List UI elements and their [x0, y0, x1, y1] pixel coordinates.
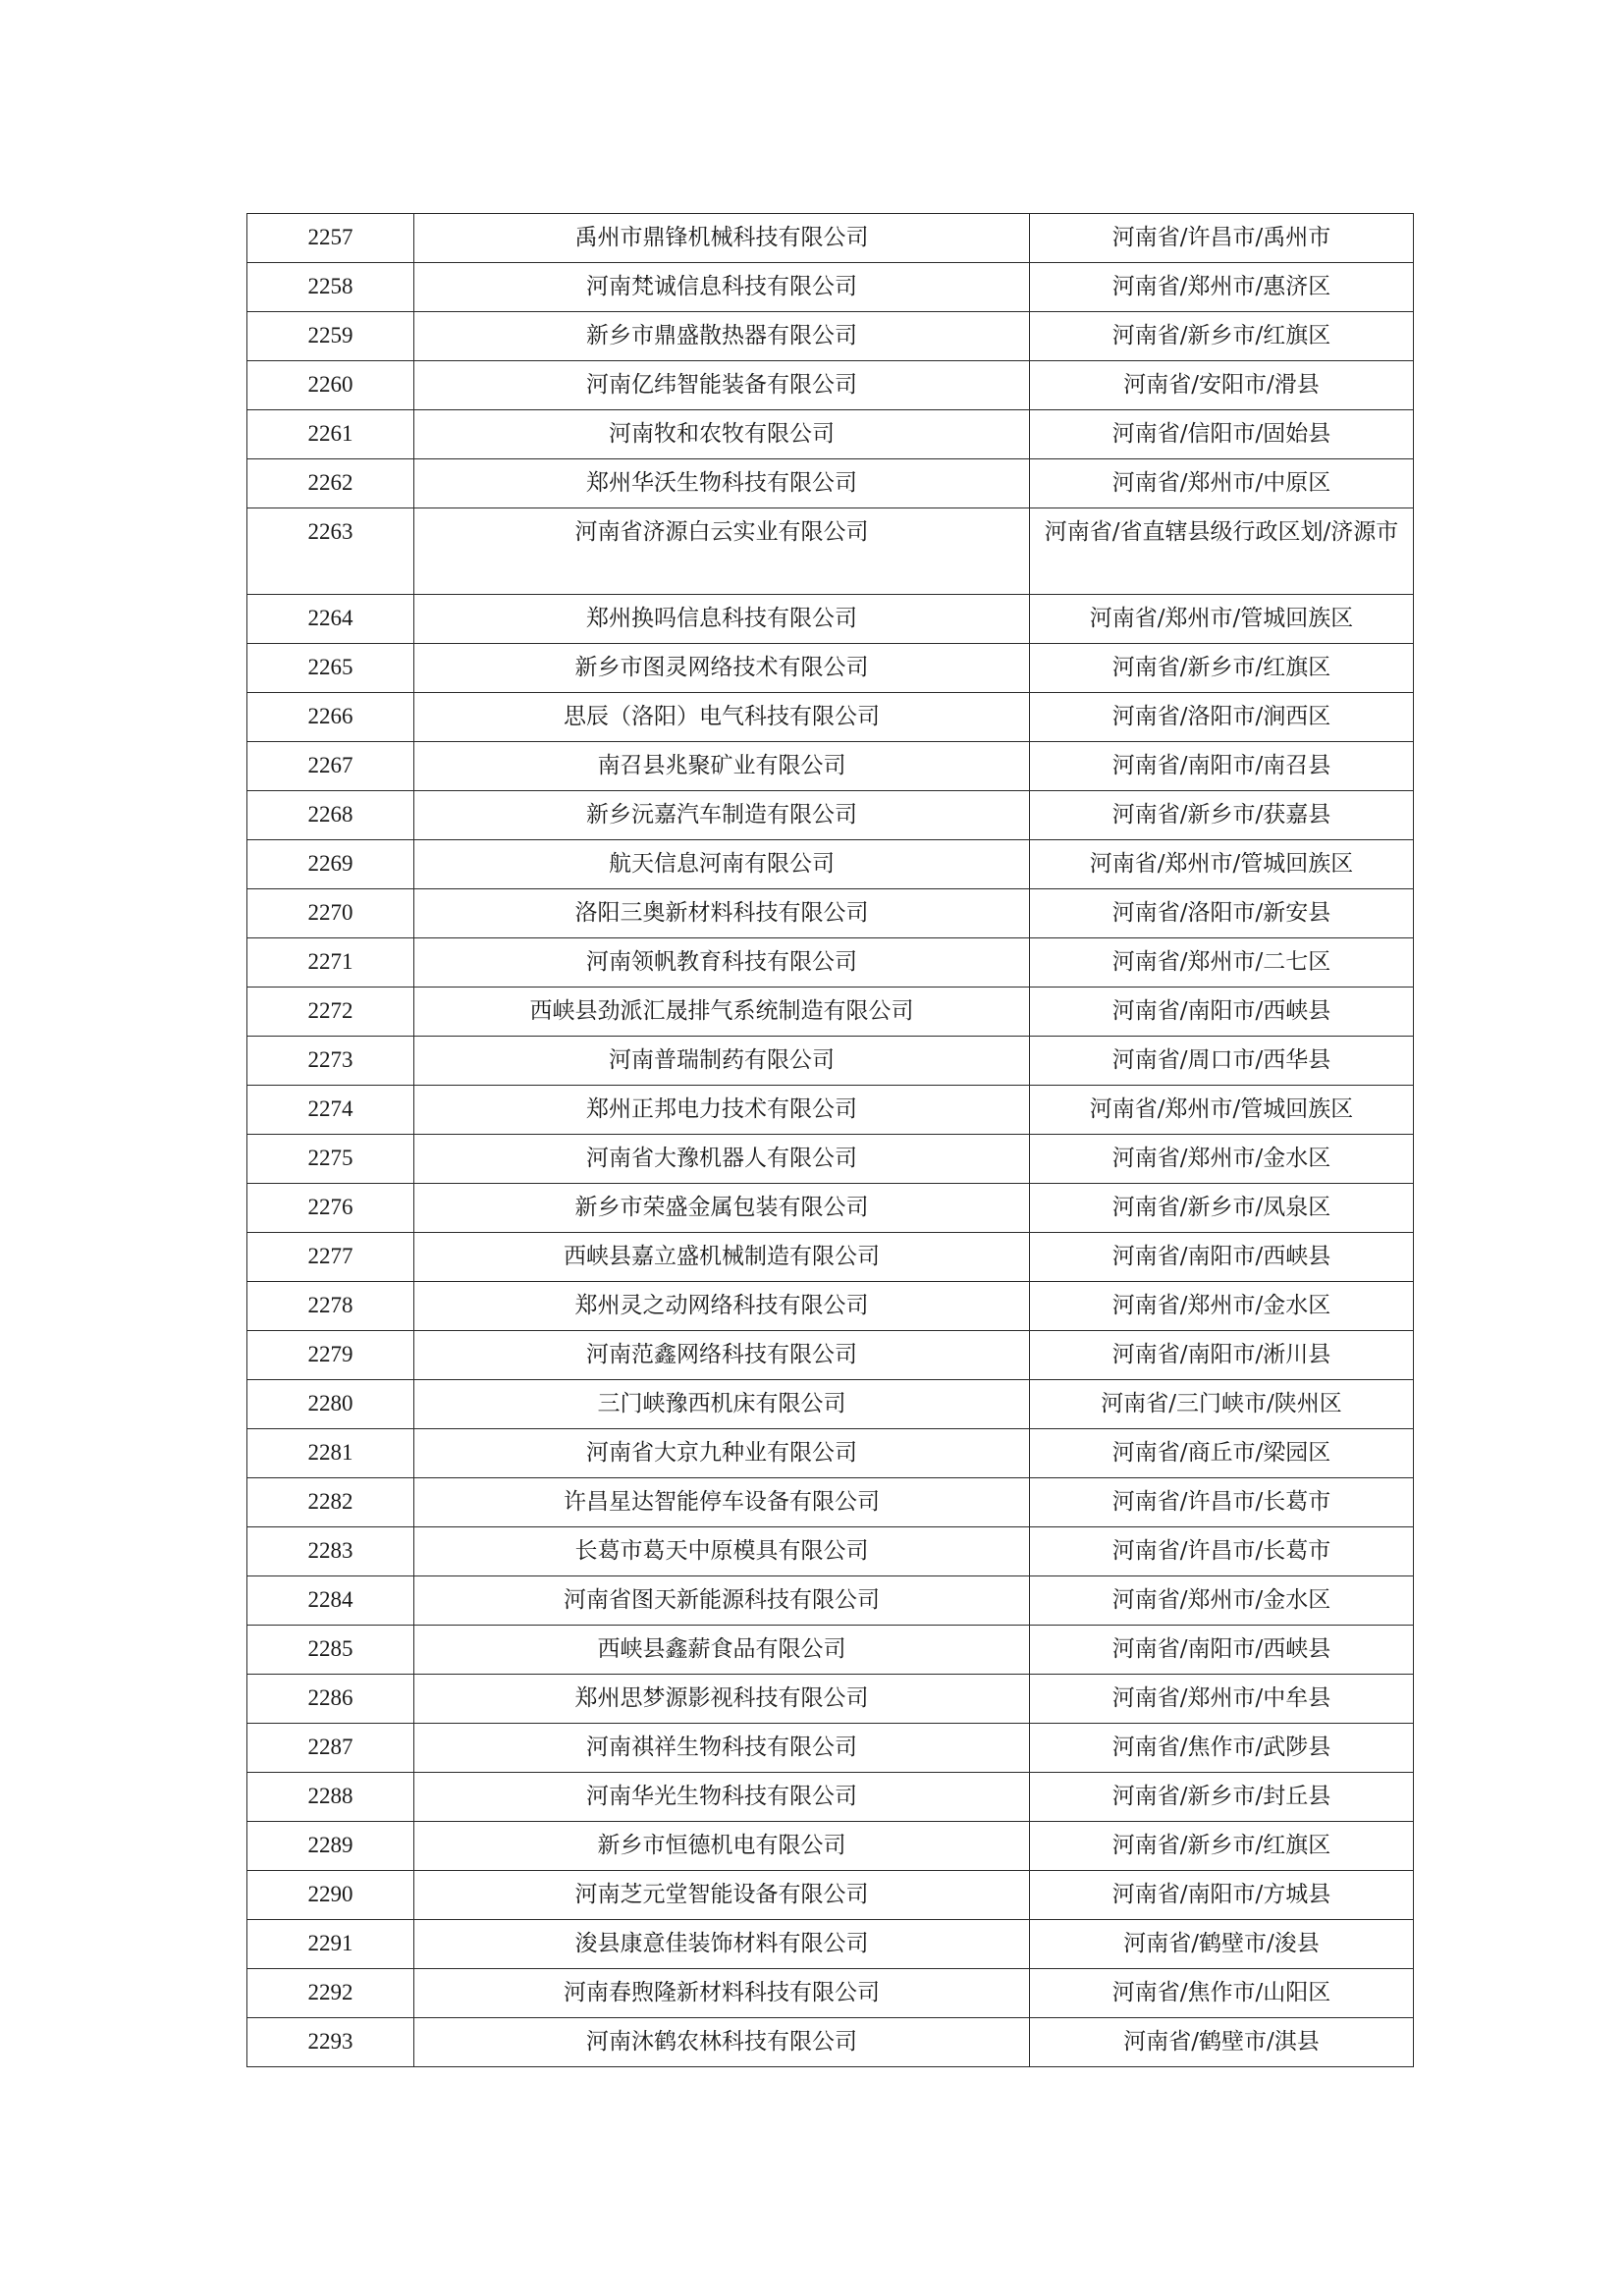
- table-row: [247, 1429, 1414, 1478]
- company-name: 河南领帆教育科技有限公司: [414, 938, 1030, 988]
- table-row: [247, 988, 1414, 1037]
- company-region: 河南省/南阳市/南召县: [1030, 742, 1414, 791]
- row-number: 2258: [247, 263, 414, 312]
- table-row: [247, 938, 1414, 988]
- company-name: 河南牧和农牧有限公司: [414, 410, 1030, 459]
- company-name: 新乡市鼎盛散热器有限公司: [414, 312, 1030, 361]
- company-region: 河南省/郑州市/惠济区: [1030, 263, 1414, 312]
- company-region: 河南省/新乡市/红旗区: [1030, 312, 1414, 361]
- company-name: 河南省图天新能源科技有限公司: [414, 1576, 1030, 1626]
- table-row: [247, 312, 1414, 361]
- table-row: [247, 1478, 1414, 1527]
- table-row: [247, 1773, 1414, 1822]
- company-region: 河南省/许昌市/长葛市: [1030, 1527, 1414, 1576]
- company-region: 河南省/南阳市/方城县: [1030, 1871, 1414, 1920]
- table-row: [247, 1233, 1414, 1282]
- company-name: 航天信息河南有限公司: [414, 840, 1030, 889]
- row-number: 2289: [247, 1822, 414, 1871]
- company-region: 河南省/洛阳市/新安县: [1030, 889, 1414, 938]
- company-name: 河南省大豫机器人有限公司: [414, 1135, 1030, 1184]
- company-region: 河南省/新乡市/凤泉区: [1030, 1184, 1414, 1233]
- table-row: [247, 1822, 1414, 1871]
- row-number: 2276: [247, 1184, 414, 1233]
- company-list-table: [246, 213, 1414, 2067]
- table-row: [247, 840, 1414, 889]
- row-number: 2279: [247, 1331, 414, 1380]
- row-number: 2291: [247, 1920, 414, 1969]
- company-region: 河南省/焦作市/山阳区: [1030, 1969, 1414, 2018]
- company-name: 三门峡豫西机床有限公司: [414, 1380, 1030, 1429]
- company-name: 郑州灵之动网络科技有限公司: [414, 1282, 1030, 1331]
- table-row: [247, 1086, 1414, 1135]
- company-name: 南召县兆聚矿业有限公司: [414, 742, 1030, 791]
- company-region: 河南省/郑州市/金水区: [1030, 1282, 1414, 1331]
- company-region: 河南省/许昌市/长葛市: [1030, 1478, 1414, 1527]
- company-name: 河南春煦隆新材料科技有限公司: [414, 1969, 1030, 2018]
- table-row: [247, 508, 1414, 595]
- table-row: [247, 1675, 1414, 1724]
- row-number: 2266: [247, 693, 414, 742]
- row-number: 2269: [247, 840, 414, 889]
- row-number: 2265: [247, 644, 414, 693]
- company-region: 河南省/郑州市/金水区: [1030, 1576, 1414, 1626]
- table-row: [247, 644, 1414, 693]
- table-row: [247, 263, 1414, 312]
- row-number: 2267: [247, 742, 414, 791]
- table-row: [247, 595, 1414, 644]
- company-name: 禹州市鼎锋机械科技有限公司: [414, 214, 1030, 263]
- table-row: [247, 410, 1414, 459]
- company-name: 河南省大京九种业有限公司: [414, 1429, 1030, 1478]
- company-region: 河南省/郑州市/中原区: [1030, 459, 1414, 508]
- row-number: 2285: [247, 1626, 414, 1675]
- table-row: [247, 1724, 1414, 1773]
- company-region: 河南省/鹤壁市/浚县: [1030, 1920, 1414, 1969]
- row-number: 2282: [247, 1478, 414, 1527]
- company-region: 河南省/郑州市/二七区: [1030, 938, 1414, 988]
- company-name: 郑州正邦电力技术有限公司: [414, 1086, 1030, 1135]
- row-number: 2284: [247, 1576, 414, 1626]
- company-name: 西峡县嘉立盛机械制造有限公司: [414, 1233, 1030, 1282]
- company-region: 河南省/洛阳市/涧西区: [1030, 693, 1414, 742]
- company-region: 河南省/焦作市/武陟县: [1030, 1724, 1414, 1773]
- table-row: [247, 1576, 1414, 1626]
- company-region: 河南省/南阳市/淅川县: [1030, 1331, 1414, 1380]
- company-region: 河南省/南阳市/西峡县: [1030, 1233, 1414, 1282]
- row-number: 2268: [247, 791, 414, 840]
- row-number: 2281: [247, 1429, 414, 1478]
- company-name: 河南梵诚信息科技有限公司: [414, 263, 1030, 312]
- company-name: 郑州思梦源影视科技有限公司: [414, 1675, 1030, 1724]
- company-region: 河南省/新乡市/红旗区: [1030, 644, 1414, 693]
- company-name: 长葛市葛天中原模具有限公司: [414, 1527, 1030, 1576]
- company-region: 河南省/郑州市/金水区: [1030, 1135, 1414, 1184]
- table-row: [247, 1626, 1414, 1675]
- table-row: [247, 1282, 1414, 1331]
- company-name: 河南华光生物科技有限公司: [414, 1773, 1030, 1822]
- row-number: 2273: [247, 1037, 414, 1086]
- table-row: [247, 791, 1414, 840]
- company-region: 河南省/郑州市/管城回族区: [1030, 595, 1414, 644]
- row-number: 2274: [247, 1086, 414, 1135]
- company-name: 新乡市恒德机电有限公司: [414, 1822, 1030, 1871]
- table-row: [247, 1527, 1414, 1576]
- company-region: 河南省/商丘市/梁园区: [1030, 1429, 1414, 1478]
- row-number: 2272: [247, 988, 414, 1037]
- row-number: 2277: [247, 1233, 414, 1282]
- row-number: 2280: [247, 1380, 414, 1429]
- row-number: 2259: [247, 312, 414, 361]
- company-name: 郑州换吗信息科技有限公司: [414, 595, 1030, 644]
- company-region: 河南省/新乡市/封丘县: [1030, 1773, 1414, 1822]
- row-number: 2264: [247, 595, 414, 644]
- company-region: 河南省/郑州市/中牟县: [1030, 1675, 1414, 1724]
- table-row: [247, 1037, 1414, 1086]
- company-name: 河南省济源白云实业有限公司: [414, 508, 1030, 595]
- table-body: [247, 214, 1414, 2067]
- row-number: 2293: [247, 2018, 414, 2067]
- row-number: 2278: [247, 1282, 414, 1331]
- table-row: [247, 459, 1414, 508]
- company-region: 河南省/南阳市/西峡县: [1030, 1626, 1414, 1675]
- row-number: 2287: [247, 1724, 414, 1773]
- row-number: 2257: [247, 214, 414, 263]
- table-row: [247, 693, 1414, 742]
- company-name: 许昌星达智能停车设备有限公司: [414, 1478, 1030, 1527]
- company-name: 洛阳三奥新材料科技有限公司: [414, 889, 1030, 938]
- row-number: 2263: [247, 508, 414, 595]
- table-row: [247, 1184, 1414, 1233]
- company-region: 河南省/新乡市/获嘉县: [1030, 791, 1414, 840]
- table-row: [247, 1871, 1414, 1920]
- company-name: 新乡市图灵网络技术有限公司: [414, 644, 1030, 693]
- table-row: [247, 742, 1414, 791]
- company-name: 西峡县鑫薪食品有限公司: [414, 1626, 1030, 1675]
- row-number: 2290: [247, 1871, 414, 1920]
- company-name: 河南范鑫网络科技有限公司: [414, 1331, 1030, 1380]
- company-region: 河南省/三门峡市/陕州区: [1030, 1380, 1414, 1429]
- table-row: [247, 1331, 1414, 1380]
- row-number: 2292: [247, 1969, 414, 2018]
- company-region: 河南省/鹤壁市/淇县: [1030, 2018, 1414, 2067]
- table-row: [247, 1920, 1414, 1969]
- company-name: 河南普瑞制药有限公司: [414, 1037, 1030, 1086]
- table-row: [247, 2018, 1414, 2067]
- row-number: 2275: [247, 1135, 414, 1184]
- company-name: 河南芝元堂智能设备有限公司: [414, 1871, 1030, 1920]
- row-number: 2260: [247, 361, 414, 410]
- row-number: 2283: [247, 1527, 414, 1576]
- row-number: 2270: [247, 889, 414, 938]
- company-region: 河南省/许昌市/禹州市: [1030, 214, 1414, 263]
- row-number: 2262: [247, 459, 414, 508]
- table-row: [247, 1969, 1414, 2018]
- company-region: 河南省/安阳市/滑县: [1030, 361, 1414, 410]
- company-region: 河南省/郑州市/管城回族区: [1030, 840, 1414, 889]
- table-row: [247, 889, 1414, 938]
- table-row: [247, 1380, 1414, 1429]
- company-name: 思辰（洛阳）电气科技有限公司: [414, 693, 1030, 742]
- row-number: 2271: [247, 938, 414, 988]
- company-region: 河南省/周口市/西华县: [1030, 1037, 1414, 1086]
- row-number: 2286: [247, 1675, 414, 1724]
- company-region: 河南省/省直辖县级行政区划/济源市: [1030, 508, 1414, 595]
- company-region: 河南省/郑州市/管城回族区: [1030, 1086, 1414, 1135]
- company-name: 郑州华沃生物科技有限公司: [414, 459, 1030, 508]
- row-number: 2261: [247, 410, 414, 459]
- company-region: 河南省/信阳市/固始县: [1030, 410, 1414, 459]
- company-region: 河南省/新乡市/红旗区: [1030, 1822, 1414, 1871]
- company-name: 新乡市荣盛金属包装有限公司: [414, 1184, 1030, 1233]
- table-row: [247, 214, 1414, 263]
- company-name: 河南祺祥生物科技有限公司: [414, 1724, 1030, 1773]
- company-name: 浚县康意佳装饰材料有限公司: [414, 1920, 1030, 1969]
- company-name: 西峡县劲派汇晟排气系统制造有限公司: [414, 988, 1030, 1037]
- table-row: [247, 1135, 1414, 1184]
- company-region: 河南省/南阳市/西峡县: [1030, 988, 1414, 1037]
- row-number: 2288: [247, 1773, 414, 1822]
- company-name: 新乡沅嘉汽车制造有限公司: [414, 791, 1030, 840]
- company-name: 河南沐鹤农林科技有限公司: [414, 2018, 1030, 2067]
- table-row: [247, 361, 1414, 410]
- company-name: 河南亿纬智能装备有限公司: [414, 361, 1030, 410]
